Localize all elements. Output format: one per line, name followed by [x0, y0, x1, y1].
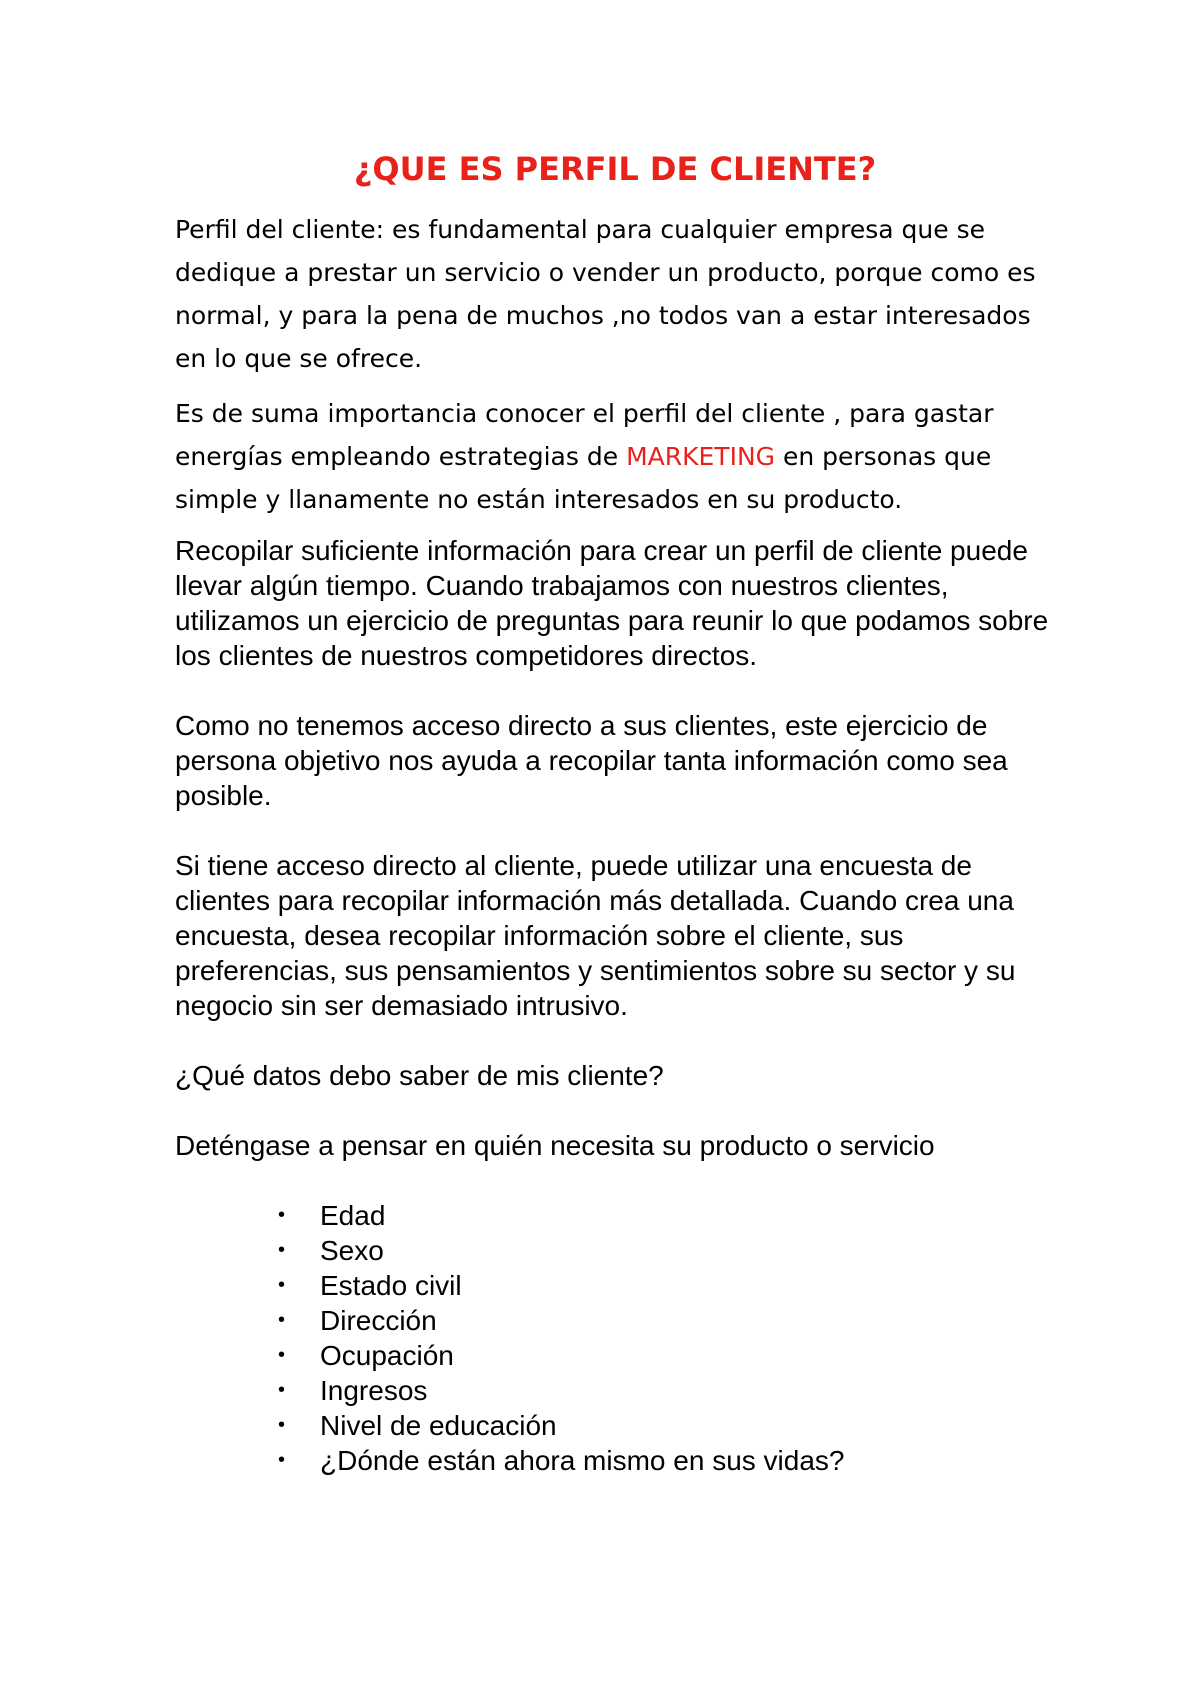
list-item-label: Dirección [320, 1305, 437, 1336]
list-item [278, 1268, 1055, 1303]
list-item [278, 1233, 1055, 1268]
bullet-icon: • [278, 1379, 286, 1401]
list-item [278, 1198, 1055, 1233]
paragraph-importance-text-after: en personas que simple y llanamente no están interesados en su producto. [175, 442, 992, 514]
data-list [175, 1198, 1055, 1478]
bullet-icon: • [278, 1274, 286, 1296]
list-item-label: Nivel de educación [320, 1410, 557, 1441]
intro-line: Deténgase a pensar en quién necesita su producto o servicio [175, 1130, 935, 1161]
document-content [175, 150, 1055, 1478]
paragraph-importance-text-before: Es de suma importancia conocer el perfil del cliente , para gastar energías empleando estrategias de [175, 399, 994, 471]
question-heading: ¿Qué datos debo saber de mis cliente? [175, 1060, 664, 1091]
list-item [278, 1303, 1055, 1338]
paragraph-gather-info: Recopilar suficiente información para crear un perfil de cliente puede llevar algún tiempo. Cuando trabajamos con nuestros clientes, utilizamos un ejercicio de preguntas para reunir lo que podamos sobre los clientes de nuestros competidores directos. [175, 535, 1049, 671]
bullet-icon: • [278, 1309, 286, 1331]
list-item-label: Edad [320, 1200, 386, 1231]
paragraph-importance [175, 392, 1055, 521]
marketing-highlight: MARKETING [626, 442, 776, 471]
bullet-icon: • [278, 1449, 286, 1471]
list-item-label: Estado civil [320, 1270, 462, 1301]
paragraph-survey: Si tiene acceso directo al cliente, puede utilizar una encuesta de clientes para recopilar información más detallada. Cuando crea una encuesta, desea recopilar información sobre el cliente, sus preferencias, sus pensamientos y sentimientos sobre su sector y su negocio sin ser demasiado intrusivo. [175, 850, 1016, 1021]
paragraph-profile-definition: Perfil del cliente: es fundamental para cualquier empresa que se dedique a prestar un servicio o vender un producto, porque como es normal, y para la pena de muchos ,no todos van a estar interesados en lo que se ofrece. [175, 215, 1036, 373]
page-title: ¿QUE ES PERFIL DE CLIENTE? [353, 150, 877, 188]
list-item [278, 1338, 1055, 1373]
bullet-icon: • [278, 1344, 286, 1366]
bullet-icon: • [278, 1204, 286, 1226]
list-item-label: Ingresos [320, 1375, 428, 1406]
list-item-label: Ocupación [320, 1340, 454, 1371]
paragraph-no-access: Como no tenemos acceso directo a sus clientes, este ejercicio de persona objetivo nos ayuda a recopilar tanta información como sea posible. [175, 710, 1008, 811]
list-item [278, 1443, 1055, 1478]
bullet-icon: • [278, 1239, 286, 1261]
list-item-label: ¿Dónde están ahora mismo en sus vidas? [320, 1445, 845, 1476]
list-item [278, 1373, 1055, 1408]
bullet-icon: • [278, 1414, 286, 1436]
list-item-label: Sexo [320, 1235, 384, 1266]
list-item [278, 1408, 1055, 1443]
